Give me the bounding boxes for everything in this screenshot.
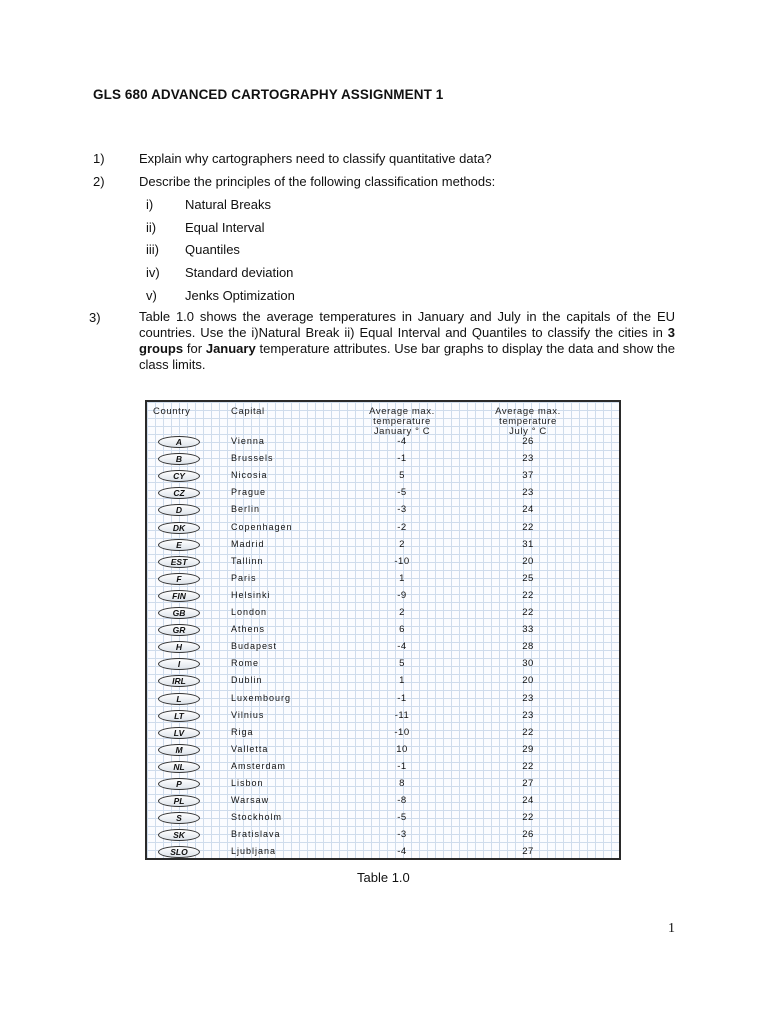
method-number: i) [146,197,154,212]
method-number: ii) [146,220,157,235]
january-temperature: -8 [397,795,407,807]
january-temperature: -1 [397,760,407,772]
question-1-text: Explain why cartographers need to classify quantitative data? [139,151,492,166]
country-code-badge: GR [158,624,200,636]
header-capital: Capital [231,406,265,417]
january-temperature: 5 [399,658,405,670]
january-temperature: 10 [396,743,408,755]
capital-name: Ljubljana [231,846,277,857]
capital-name: Prague [231,487,267,498]
country-code-badge: SK [158,829,200,841]
july-temperature: 26 [522,436,534,447]
july-temperature: 22 [522,589,534,601]
january-temperature: -10 [394,726,410,738]
january-temperature: 2 [399,538,405,550]
january-temperature: 5 [399,470,405,482]
country-code-badge: M [158,744,200,756]
country-code-badge: IRL [158,675,200,687]
question-2-number: 2) [93,174,105,189]
table-row [147,742,619,759]
july-temperature: 22 [522,726,534,738]
header-july-line: temperature [499,416,557,427]
table-row [147,605,619,622]
capital-name: Tallinn [231,555,264,566]
table-row [147,537,619,554]
capital-name: Athens [231,624,266,635]
table-row [147,776,619,793]
july-temperature: 22 [522,760,534,772]
capital-name: Rome [231,658,260,669]
country-code-badge: I [158,658,200,670]
header-january-line: Average max. [369,406,435,417]
table-row [147,468,619,485]
question-3-number: 3) [89,310,101,325]
table-row [147,588,619,605]
july-temperature: 20 [522,555,534,567]
july-temperature: 37 [522,470,534,482]
july-temperature: 30 [522,658,534,670]
capital-name: Helsinki [231,589,271,600]
temperature-table [145,400,621,860]
january-temperature: -1 [397,453,407,465]
july-temperature: 23 [522,709,534,721]
july-temperature: 29 [522,743,534,755]
january-temperature: -4 [397,436,407,447]
january-temperature: 2 [399,607,405,618]
capital-name: Riga [231,726,254,737]
january-temperature: 1 [399,572,405,584]
question-3-part: for [183,341,206,356]
january-temperature: -1 [397,692,407,704]
july-temperature: 22 [522,521,534,533]
table-row [147,656,619,673]
july-temperature: 22 [522,607,534,618]
question-2-text: Describe the principles of the following classification methods: [139,174,496,189]
january-temperature: -2 [397,521,407,533]
january-temperature: -5 [397,812,407,824]
capital-name: Berlin [231,504,261,515]
capital-name: Warsaw [231,795,270,806]
capital-name: Bratislava [231,829,281,840]
country-code-badge: H [158,641,200,653]
table-row [147,708,619,725]
method-label: Natural Breaks [185,197,271,212]
july-temperature: 26 [522,829,534,841]
july-temperature: 33 [522,624,534,636]
country-code-badge: B [158,453,200,465]
july-temperature: 24 [522,795,534,807]
table-row [147,844,619,861]
country-code-badge: P [158,778,200,790]
country-code-badge: F [158,573,200,585]
table-row [147,502,619,519]
question-3-text [139,309,675,373]
method-number: v) [146,288,157,303]
country-code-badge: L [158,693,200,705]
header-country: Country [153,406,191,417]
capital-name: Luxembourg [231,692,292,703]
country-code-badge: CZ [158,487,200,499]
header-january-line: January ° C [373,426,431,437]
capital-name: Valletta [231,743,269,754]
header-january-line: temperature [373,416,431,427]
capital-name: Paris [231,572,257,583]
july-temperature: 28 [522,641,534,653]
capital-name: Amsterdam [231,760,287,771]
country-code-badge: PL [158,795,200,807]
capital-name: Brussels [231,453,274,464]
july-temperature: 31 [522,538,534,550]
july-temperature: 22 [522,812,534,824]
country-code-badge: FIN [158,590,200,602]
method-number: iv) [146,265,160,280]
capital-name: Lisbon [231,778,264,788]
method-label: Equal Interval [185,220,265,235]
question-3-part: temperature attributes. Use bar graphs to display the data and show the class limits. [139,341,675,372]
table-row [147,725,619,742]
july-temperature: 27 [522,846,534,858]
table-row [147,827,619,844]
question-1-number: 1) [93,151,105,166]
header-july [473,407,583,437]
country-code-badge: CY [158,470,200,482]
january-temperature: -3 [397,829,407,841]
method-number: iii) [146,242,159,257]
country-code-badge: GB [158,607,200,619]
country-code-badge: A [158,436,200,448]
table-row [147,810,619,827]
july-temperature: 20 [522,675,534,687]
capital-name: Vienna [231,436,265,446]
header-january [347,407,457,437]
document-title: GLS 680 ADVANCED CARTOGRAPHY ASSIGNMENT 1 [93,87,444,102]
july-temperature: 24 [522,504,534,516]
table-row [147,434,619,451]
capital-name: Copenhagen [231,521,293,532]
january-temperature: -3 [397,504,407,516]
country-code-badge: EST [158,556,200,568]
july-temperature: 23 [522,453,534,465]
table-row [147,554,619,571]
header-july-line: Average max. [495,406,561,417]
july-temperature: 27 [522,778,534,789]
table-row [147,485,619,502]
capital-name: Dublin [231,675,263,686]
table-row [147,691,619,708]
july-temperature: 23 [522,487,534,499]
january-temperature: -4 [397,641,407,653]
table-row [147,759,619,776]
january-temperature: 8 [399,778,405,789]
page-number: 1 [668,921,675,936]
table-row [147,571,619,588]
country-code-badge: NL [158,761,200,773]
country-code-badge: SLO [158,846,200,858]
july-temperature: 23 [522,692,534,704]
january-temperature: -4 [397,846,407,858]
capital-name: Stockholm [231,812,283,823]
header-july-line: July ° C [509,426,547,437]
method-label: Quantiles [185,242,240,257]
country-code-badge: S [158,812,200,824]
january-temperature: -9 [397,589,407,601]
capital-name: Budapest [231,641,278,652]
table-caption: Table 1.0 [357,870,410,885]
table-row [147,673,619,690]
method-label: Jenks Optimization [185,288,295,303]
january-temperature: -11 [394,709,410,721]
capital-name: London [231,607,268,617]
capital-name: Vilnius [231,709,265,720]
question-3-part: Table 1.0 shows the average temperatures in January and July in the capitals of the EU countries. Use the i)Natural Break ii) Equal Interval and Quantiles to classify the cities in [139,309,675,340]
method-label: Standard deviation [185,265,294,280]
july-temperature: 25 [522,572,534,584]
country-code-badge: LT [158,710,200,722]
country-code-badge: D [158,504,200,516]
january-temperature: -10 [394,555,410,567]
question-3-emphasis: January [205,341,256,356]
capital-name: Nicosia [231,470,268,481]
table-row [147,451,619,468]
country-code-badge: DK [158,522,200,534]
january-temperature: -5 [397,487,407,499]
country-code-badge: LV [158,727,200,739]
table-row [147,622,619,639]
capital-name: Madrid [231,538,265,549]
table-row [147,520,619,537]
table-row [147,793,619,810]
january-temperature: 6 [399,624,405,636]
table-row [147,639,619,656]
country-code-badge: E [158,539,200,551]
question-3-emphasis: 3 groups [139,325,675,356]
january-temperature: 1 [399,675,405,687]
